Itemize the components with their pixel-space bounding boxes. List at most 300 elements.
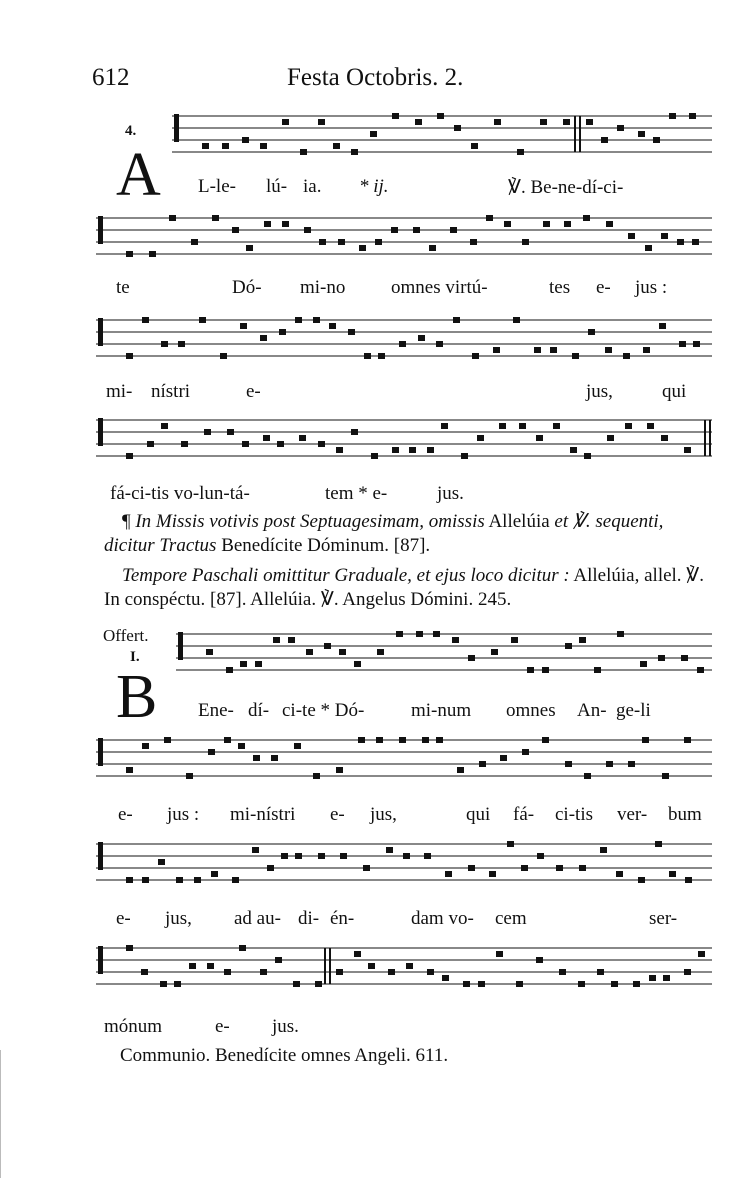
neume-note <box>583 215 590 221</box>
neume-note <box>611 981 618 987</box>
lyric: e- <box>596 277 611 298</box>
neume-note <box>517 149 524 155</box>
neume-note <box>340 853 347 859</box>
neume-note <box>399 341 406 347</box>
neume-note <box>161 423 168 429</box>
offertory-label: Offert. <box>103 626 149 645</box>
offertory-number: I. <box>130 649 140 665</box>
lyric: L-le- <box>198 176 236 197</box>
lyric: ℣. Be-ne-dí-ci- <box>508 177 624 198</box>
neume-note <box>318 853 325 859</box>
neume-note <box>471 143 478 149</box>
neume-note <box>607 435 614 441</box>
neume-note <box>169 215 176 221</box>
neume-note <box>617 631 624 637</box>
neume-note <box>697 667 704 673</box>
neume-note <box>677 239 684 245</box>
neume-note <box>536 957 543 963</box>
neume-note <box>240 323 247 329</box>
lyric: dam vo- <box>411 908 474 929</box>
neume-note <box>226 667 233 673</box>
lyric: mónum <box>104 1016 163 1037</box>
lyric: omnes <box>506 700 556 721</box>
neume-note <box>142 877 149 883</box>
neume-note <box>149 251 156 257</box>
neume-note <box>147 441 154 447</box>
neume-note <box>368 963 375 969</box>
neume-note <box>638 877 645 883</box>
neume-note <box>181 441 188 447</box>
neume-note <box>638 131 645 137</box>
clef-icon <box>174 114 179 142</box>
neume-note <box>565 643 572 649</box>
neume-note <box>653 137 660 143</box>
neume-note <box>318 119 325 125</box>
neume-note <box>628 233 635 239</box>
neume-note <box>543 221 550 227</box>
lyric: fá-ci-tis vo-lun-tá- <box>110 483 250 504</box>
lyric: qui <box>466 804 491 825</box>
lyric: tes <box>549 277 571 298</box>
neume-note <box>348 329 355 335</box>
neume-note <box>324 643 331 649</box>
clef-icon <box>178 632 183 660</box>
neume-note <box>643 347 650 353</box>
neume-note <box>354 951 361 957</box>
neume-note <box>202 143 209 149</box>
neume-note <box>579 865 586 871</box>
neume-note <box>442 975 449 981</box>
neume-note <box>164 737 171 743</box>
neume-note <box>267 865 274 871</box>
neume-note <box>240 661 247 667</box>
lyric: di- <box>298 908 320 929</box>
neume-note <box>450 227 457 233</box>
lyric: nístri <box>151 381 191 402</box>
neume-note <box>527 667 534 673</box>
neume-note <box>315 981 322 987</box>
neume-note <box>605 347 612 353</box>
neume-note <box>477 435 484 441</box>
neume-note <box>513 317 520 323</box>
neume-note <box>281 853 288 859</box>
neume-note <box>540 119 547 125</box>
lyric: jus, <box>370 804 397 825</box>
neume-note <box>693 341 700 347</box>
neume-note <box>633 981 640 987</box>
lyric: ser- <box>649 908 678 929</box>
neume-note <box>489 871 496 877</box>
neume-note <box>371 453 378 459</box>
clef-icon <box>98 216 103 244</box>
neume-note <box>282 221 289 227</box>
neume-note <box>628 761 635 767</box>
neume-note <box>232 877 239 883</box>
lyric: ver- <box>617 804 648 825</box>
neume-note <box>189 963 196 969</box>
neume-note <box>363 865 370 871</box>
neume-note <box>376 737 383 743</box>
margin-line <box>0 1050 1 1178</box>
lyric: ci-te * Dó- <box>282 700 365 721</box>
neume-note <box>601 137 608 143</box>
neume-note <box>279 329 286 335</box>
neume-note <box>409 447 416 453</box>
neume-note <box>141 969 148 975</box>
lyric: ia. <box>303 176 322 197</box>
neume-note <box>359 245 366 251</box>
neume-note <box>500 755 507 761</box>
neume-note <box>333 143 340 149</box>
lyric: jus, <box>165 908 192 929</box>
neume-note <box>579 637 586 643</box>
neume-note <box>336 969 343 975</box>
neume-note <box>336 767 343 773</box>
neume-note <box>640 661 647 667</box>
lyric: jus : <box>167 804 200 825</box>
clef-icon <box>98 418 103 446</box>
lyric: fá- <box>513 804 535 825</box>
neume-note <box>255 661 262 667</box>
lyric: jus. <box>437 483 464 504</box>
neume-note <box>178 341 185 347</box>
neume-note <box>358 737 365 743</box>
neume-note <box>260 335 267 341</box>
clef-icon <box>98 946 103 974</box>
neume-note <box>295 853 302 859</box>
neume-note <box>204 429 211 435</box>
neume-note <box>427 969 434 975</box>
neume-note <box>354 661 361 667</box>
neume-note <box>263 435 270 441</box>
neume-note <box>461 453 468 459</box>
neume-note <box>252 847 259 853</box>
neume-note <box>572 353 579 359</box>
neume-note <box>220 353 227 359</box>
neume-note <box>126 945 133 951</box>
neume-note <box>493 347 500 353</box>
neume-note <box>645 245 652 251</box>
neume-note <box>436 737 443 743</box>
neume-note <box>224 969 231 975</box>
neume-note <box>478 981 485 987</box>
neume-note <box>427 447 434 453</box>
neume-note <box>406 963 413 969</box>
lyric: e- <box>116 908 131 929</box>
neume-note <box>496 951 503 957</box>
neume-note <box>684 447 691 453</box>
neume-note <box>586 119 593 125</box>
neume-note <box>565 761 572 767</box>
neume-note <box>642 737 649 743</box>
neume-note <box>313 317 320 323</box>
neume-note <box>375 239 382 245</box>
neume-note <box>661 435 668 441</box>
neume-note <box>158 859 165 865</box>
neume-note <box>227 429 234 435</box>
neume-note <box>453 317 460 323</box>
lyric: mi-num <box>411 700 472 721</box>
neume-note <box>534 347 541 353</box>
neume-note <box>679 341 686 347</box>
neume-note <box>445 871 452 877</box>
lyric: jus, <box>586 381 613 402</box>
neume-note <box>319 239 326 245</box>
neume-note <box>658 655 665 661</box>
neume-note <box>588 329 595 335</box>
neume-note <box>318 441 325 447</box>
neume-note <box>564 221 571 227</box>
neume-note <box>238 743 245 749</box>
neume-note <box>415 119 422 125</box>
neume-note <box>594 667 601 673</box>
neume-note <box>669 871 676 877</box>
neume-note <box>452 637 459 643</box>
neume-note <box>264 221 271 227</box>
neume-note <box>391 227 398 233</box>
neume-note <box>542 737 549 743</box>
lyric: * ij. <box>359 176 389 197</box>
neume-note <box>295 317 302 323</box>
neume-note <box>176 877 183 883</box>
neume-note <box>494 119 501 125</box>
neume-note <box>392 447 399 453</box>
neume-note <box>470 239 477 245</box>
neume-note <box>542 667 549 673</box>
neume-note <box>661 233 668 239</box>
chant-number: 4. <box>125 123 137 139</box>
lyric: ci-tis <box>555 804 593 825</box>
neume-note <box>194 877 201 883</box>
neume-note <box>472 353 479 359</box>
neume-note <box>142 743 149 749</box>
clef-icon <box>98 842 103 870</box>
neume-note <box>212 215 219 221</box>
neume-note <box>519 423 526 429</box>
neume-note <box>260 969 267 975</box>
neume-note <box>224 737 231 743</box>
neume-note <box>304 227 311 233</box>
neume-note <box>491 649 498 655</box>
neume-note <box>418 335 425 341</box>
neume-note <box>275 957 282 963</box>
neume-note <box>413 227 420 233</box>
communio-line: Communio. Benedícite omnes Angeli. 611. <box>120 1045 449 1066</box>
neume-note <box>468 865 475 871</box>
lyric: ge-li <box>616 700 651 721</box>
neume-note <box>271 755 278 761</box>
neume-note <box>499 423 506 429</box>
neume-note <box>698 951 705 957</box>
neume-note <box>659 323 666 329</box>
neume-note <box>282 119 289 125</box>
neume-note <box>454 125 461 131</box>
neume-note <box>126 251 133 257</box>
lyric: jus : <box>635 277 668 298</box>
neume-note <box>537 853 544 859</box>
lyric: mi- <box>106 381 133 402</box>
clef-icon <box>98 738 103 766</box>
neume-note <box>600 847 607 853</box>
neume-note <box>336 447 343 453</box>
neume-note <box>338 239 345 245</box>
neume-note <box>617 125 624 131</box>
neume-note <box>486 215 493 221</box>
neume-note <box>616 871 623 877</box>
neume-note <box>584 453 591 459</box>
neume-note <box>429 245 436 251</box>
neume-note <box>597 969 604 975</box>
neume-note <box>689 113 696 119</box>
neume-note <box>655 841 662 847</box>
neume-note <box>692 239 699 245</box>
neume-note <box>606 221 613 227</box>
neume-note <box>186 773 193 779</box>
lyric: omnes virtú- <box>391 277 488 298</box>
neume-note <box>416 631 423 637</box>
neume-note <box>563 119 570 125</box>
lyric: ad au- <box>234 908 281 929</box>
neume-note <box>299 435 306 441</box>
neume-note <box>242 441 249 447</box>
lyric: An- <box>577 700 607 721</box>
neume-note <box>199 317 206 323</box>
lyric: e- <box>118 804 133 825</box>
lyric: tem * e- <box>325 483 388 504</box>
neume-note <box>403 853 410 859</box>
lyric: te <box>116 277 130 298</box>
neume-note <box>436 341 443 347</box>
neume-note <box>232 227 239 233</box>
page-number: 612 <box>92 64 130 91</box>
neume-note <box>351 149 358 155</box>
neume-note <box>457 767 464 773</box>
lyric: én- <box>330 908 355 929</box>
neume-note <box>142 317 149 323</box>
neume-note <box>273 637 280 643</box>
neume-note <box>208 749 215 755</box>
neume-note <box>313 773 320 779</box>
neume-note <box>339 649 346 655</box>
lyric: bum <box>668 804 702 825</box>
lyric: lú- <box>266 176 288 197</box>
lyric: e- <box>246 381 261 402</box>
lyric: dí- <box>248 700 270 721</box>
lyric: mi-no <box>300 277 346 298</box>
neume-note <box>277 441 284 447</box>
neume-note <box>463 981 470 987</box>
neume-note <box>126 453 133 459</box>
neume-note <box>507 841 514 847</box>
neume-note <box>160 981 167 987</box>
neume-note <box>351 429 358 435</box>
lyric: qui <box>662 381 687 402</box>
neume-note <box>126 767 133 773</box>
neume-note <box>260 143 267 149</box>
neume-note <box>649 975 656 981</box>
neume-note <box>378 353 385 359</box>
neume-note <box>293 981 300 987</box>
neume-note <box>570 447 577 453</box>
lyric: Ene- <box>198 700 234 721</box>
neume-note <box>364 353 371 359</box>
lyric: Dó- <box>232 277 262 298</box>
neume-note <box>685 877 692 883</box>
lyric: cem <box>495 908 527 929</box>
lyric: jus. <box>272 1016 299 1037</box>
neume-note <box>681 655 688 661</box>
neume-note <box>522 239 529 245</box>
neume-note <box>422 737 429 743</box>
neume-note <box>625 423 632 429</box>
neume-note <box>684 737 691 743</box>
neume-note <box>578 981 585 987</box>
neume-note <box>207 963 214 969</box>
neume-note <box>294 743 301 749</box>
neume-note <box>239 945 246 951</box>
clef-icon <box>98 318 103 346</box>
neume-note <box>669 113 676 119</box>
rubric-paschal: Tempore Paschali omittitur Graduale, et ejus loco dicitur : Allelúia, allel. ℣. In conspéctu. [87]. Allelúia. ℣. Angelus Dómini. 245. <box>104 565 705 610</box>
neume-note <box>300 149 307 155</box>
neume-note <box>516 981 523 987</box>
neume-note <box>623 353 630 359</box>
neume-note <box>126 353 133 359</box>
neume-note <box>246 245 253 251</box>
neume-note <box>388 969 395 975</box>
neume-note <box>553 423 560 429</box>
neume-note <box>174 981 181 987</box>
neume-note <box>536 435 543 441</box>
neume-note <box>559 969 566 975</box>
neume-note <box>126 877 133 883</box>
neume-note <box>424 853 431 859</box>
neume-note <box>468 655 475 661</box>
neume-note <box>606 761 613 767</box>
neume-note <box>253 755 260 761</box>
neume-note <box>370 131 377 137</box>
neume-note <box>161 341 168 347</box>
neume-note <box>511 637 518 643</box>
alleluia-initial: A <box>116 141 161 209</box>
neume-note <box>522 749 529 755</box>
neume-note <box>191 239 198 245</box>
neume-note <box>647 423 654 429</box>
neume-note <box>396 631 403 637</box>
neume-note <box>386 847 393 853</box>
neume-note <box>556 865 563 871</box>
neume-note <box>206 649 213 655</box>
neume-note <box>392 113 399 119</box>
neume-note <box>329 323 336 329</box>
neume-note <box>399 737 406 743</box>
neume-note <box>306 649 313 655</box>
offertory-initial: B <box>116 663 158 731</box>
lyric: mi-nístri <box>230 804 296 825</box>
neume-note <box>479 761 486 767</box>
neume-note <box>437 113 444 119</box>
neume-note <box>504 221 511 227</box>
rubric-votive: ¶ In Missis votivis post Septuagesimam, omissis Allelúia et ℣. sequenti, dicitur Tractus Benedícite Dóminum. [87]. <box>104 511 664 556</box>
lyric: e- <box>330 804 345 825</box>
neume-note <box>377 649 384 655</box>
lyric: e- <box>215 1016 230 1037</box>
neume-note <box>550 347 557 353</box>
neume-note <box>211 871 218 877</box>
neume-note <box>684 969 691 975</box>
neume-note <box>222 143 229 149</box>
running-title: Festa Octobris. 2. <box>287 64 464 91</box>
